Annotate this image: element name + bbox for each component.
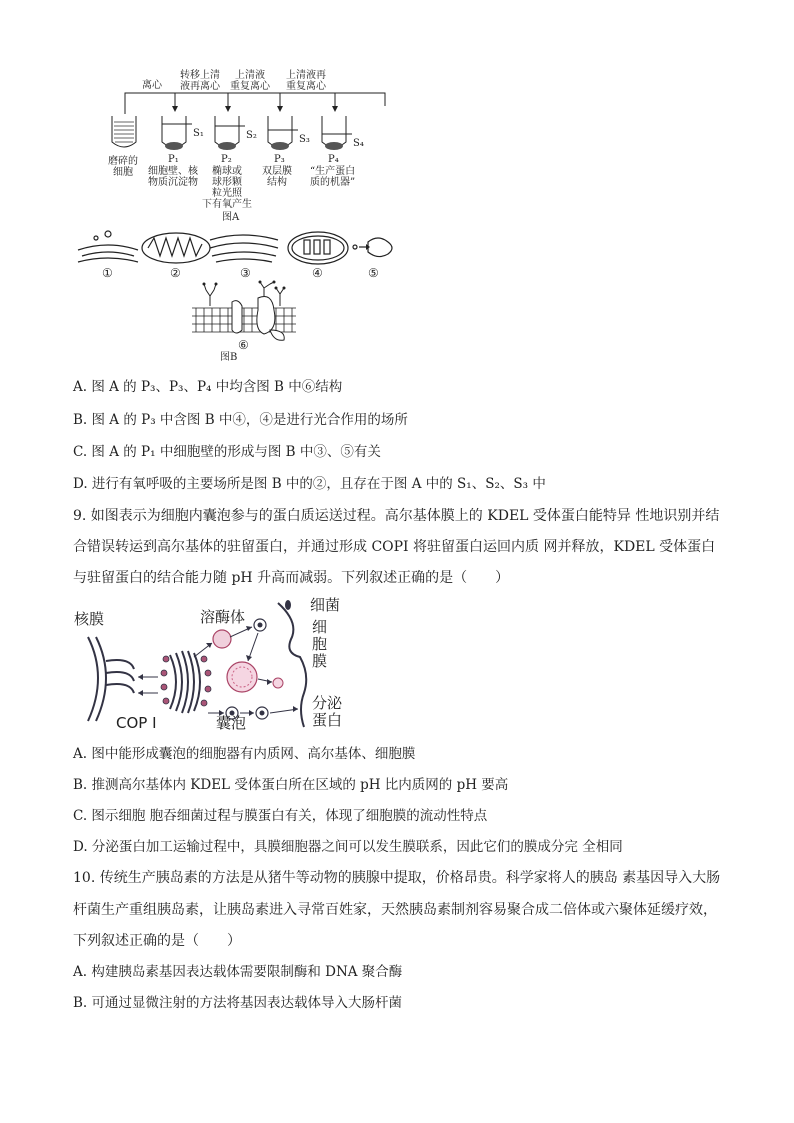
arrow-label-1: 离心 xyxy=(142,80,162,91)
label-copi: COP I xyxy=(116,714,157,732)
membrane-number: ⑥ xyxy=(238,338,249,352)
q10-stem-line-1: 10. 传统生产胰岛素的方法是从猪牛等动物的胰腺中提取，价格昂贵。科学家将人的胰岛 素基因导入大肠 xyxy=(73,870,721,886)
q9-option-c: C. 图示细胞 胞吞细菌过程与膜蛋白有关，体现了细胞膜的流动性特点 xyxy=(73,808,488,824)
organelle-number-1: ① xyxy=(102,266,113,280)
label-lysosome: 溶酶体 xyxy=(200,608,246,626)
tube-4-label: “生产蛋白 质的机器” xyxy=(310,166,356,188)
s4-label: S₄ xyxy=(353,138,364,149)
tube-2-name: P₂ xyxy=(221,154,232,165)
q9-figure xyxy=(72,597,362,732)
label-vesicle: 囊泡 xyxy=(216,714,247,732)
s3-label: S₃ xyxy=(299,134,310,145)
membrane-drawing xyxy=(186,280,302,342)
s2-label: S₂ xyxy=(246,130,257,141)
tube-1-label: 细胞壁、核 物质沉淀物 xyxy=(148,166,198,188)
organelle-number-2: ② xyxy=(170,266,181,280)
label-bacteria: 细菌 xyxy=(310,596,341,614)
tube-2-label: 椭球或 球形颗 粒光照 下有氧产生 xyxy=(202,166,252,210)
tube-4-name: P₄ xyxy=(328,154,339,165)
tube-3-label: 双层膜 结构 xyxy=(262,166,292,188)
q8-option-a: A. 图 A 的 P₃、P₃、P₄ 中均含图 B 中⑥结构 xyxy=(73,379,343,395)
tube-0-name: 磨碎的 细胞 xyxy=(108,156,138,178)
q10-stem-line-3: 下列叙述正确的是（ ） xyxy=(73,933,241,949)
q8-option-b: B. 图 A 的 P₃ 中含图 B 中④，④是进行光合作用的场所 xyxy=(73,412,408,428)
label-nuclear-membrane: 核膜 xyxy=(74,610,105,628)
arrow-label-3: 上清液 重复离心 xyxy=(230,70,270,92)
q8-option-c: C. 图 A 的 P₁ 中细胞壁的形成与图 B 中③、⑤有关 xyxy=(73,444,381,460)
figure-a-caption: 图A xyxy=(222,212,240,223)
q9-option-b: B. 推测高尔基体内 KDEL 受体蛋白所在区域的 pH 比内质网的 pH 要高 xyxy=(73,777,509,793)
q9-stem-line-3: 与驻留蛋白的结合能力随 pH 升高而减弱。下列叙述正确的是（ ） xyxy=(73,570,510,586)
organelle-number-4: ④ xyxy=(312,266,323,280)
q9-option-d: D. 分泌蛋白加工运输过程中，具膜细胞器之间可以发生膜联系，因此它们的膜成分完 全相同 xyxy=(73,839,623,855)
q10-option-a: A. 构建胰岛素基因表达载体需要限制酶和 DNA 聚合酶 xyxy=(73,964,403,980)
figure-b-organelles xyxy=(72,226,402,282)
q10-stem-line-2: 杆菌生产重组胰岛素，让胰岛素进入寻常百姓家，天然胰岛素制剂容易聚合成二倍体或六聚体延缓疗效， xyxy=(73,902,717,918)
label-secretory-protein: 分泌 蛋白 xyxy=(312,694,343,729)
arrow-label-2: 转移上清 液再离心 xyxy=(180,70,220,92)
figure-b-caption: 图B xyxy=(220,352,238,363)
q8-option-d: D. 进行有氧呼吸的主要场所是图 B 中的②，且存在于图 A 中的 S₁、S₂、S₃ 中 xyxy=(73,476,546,492)
s1-label: S₁ xyxy=(193,128,204,139)
figure-b-membrane xyxy=(186,280,302,362)
organelle-drawings xyxy=(72,226,402,282)
figure-a xyxy=(100,66,390,226)
tube-1-name: P₁ xyxy=(168,154,179,165)
label-cell-membrane: 细 胞 膜 xyxy=(312,618,328,670)
q10-option-b: B. 可通过显微注射的方法将基因表达载体导入大肠杆菌 xyxy=(73,995,403,1011)
arrow-label-4: 上清液再 重复离心 xyxy=(286,70,326,92)
organelle-number-3: ③ xyxy=(240,266,251,280)
q9-stem-line-2: 合错误转运到高尔基体的驻留蛋白，并通过形成 COPI 将驻留蛋白运回内质 网并释放，KDEL 受体蛋白 xyxy=(73,539,716,555)
q9-stem-line-1: 9. 如图表示为细胞内囊泡参与的蛋白质运送过程。高尔基体膜上的 KDEL 受体蛋白能特异 性地识别并结 xyxy=(73,508,720,524)
tube-3-name: P₃ xyxy=(274,154,285,165)
q9-option-a: A. 图中能形成囊泡的细胞器有内质网、高尔基体、细胞膜 xyxy=(73,746,416,762)
organelle-number-5: ⑤ xyxy=(368,266,379,280)
